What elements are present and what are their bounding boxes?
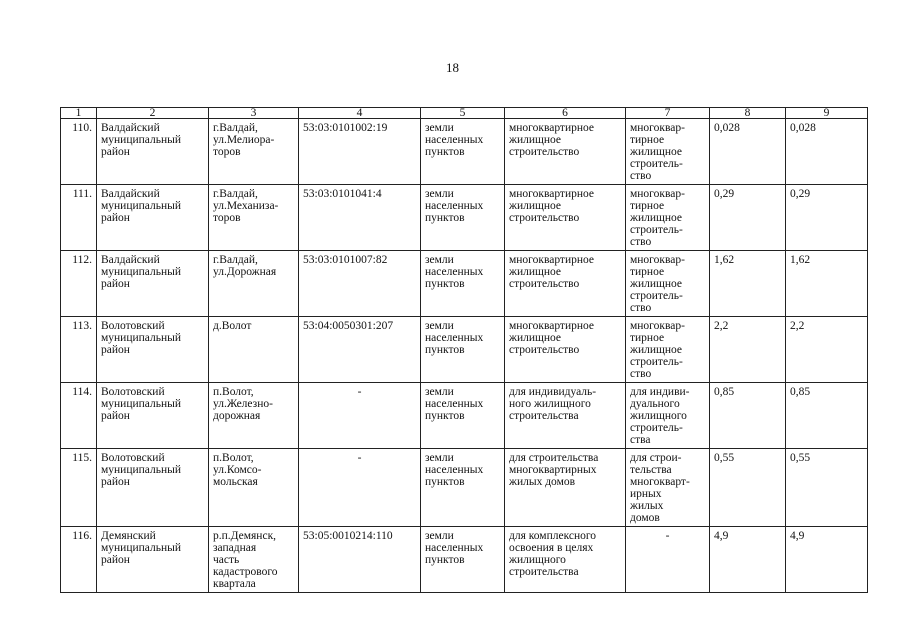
cadastral-cell: 53:03:0101007:82 bbox=[299, 251, 421, 317]
header-col-8: 8 bbox=[710, 108, 786, 119]
address-cell: г.Валдай, ул.Мелиора- торов bbox=[209, 119, 299, 185]
row-number: 115. bbox=[61, 449, 97, 527]
table-row bbox=[61, 317, 868, 383]
header-col-9: 9 bbox=[786, 108, 868, 119]
area2-cell: 1,62 bbox=[786, 251, 868, 317]
usage-cell: для индивидуаль- ного жилищного строительства bbox=[505, 383, 626, 449]
table-row bbox=[61, 527, 868, 593]
cadastral-cell: 53:04:0050301:207 bbox=[299, 317, 421, 383]
area1-cell: 1,62 bbox=[710, 251, 786, 317]
purpose-cell: многоквар- тирное жилищное строитель- ство bbox=[626, 251, 710, 317]
area2-cell: 0,028 bbox=[786, 119, 868, 185]
area2-cell: 4,9 bbox=[786, 527, 868, 593]
row-number: 112. bbox=[61, 251, 97, 317]
address-cell: п.Волот, ул.Комсо- мольская bbox=[209, 449, 299, 527]
district-cell: Волотовский муниципальный район bbox=[97, 317, 209, 383]
district-cell: Валдайский муниципальный район bbox=[97, 251, 209, 317]
header-col-6: 6 bbox=[505, 108, 626, 119]
row-number: 114. bbox=[61, 383, 97, 449]
purpose-cell: для индиви- дуального жилищного строитель- ства bbox=[626, 383, 710, 449]
category-cell: земли населенных пунктов bbox=[421, 185, 505, 251]
area1-cell: 0,85 bbox=[710, 383, 786, 449]
usage-cell: многоквартирное жилищное строительство bbox=[505, 119, 626, 185]
usage-cell: многоквартирное жилищное строительство bbox=[505, 317, 626, 383]
header-col-1: 1 bbox=[61, 108, 97, 119]
district-cell: Волотовский муниципальный район bbox=[97, 383, 209, 449]
area1-cell: 0,028 bbox=[710, 119, 786, 185]
header-row bbox=[61, 108, 868, 119]
header-col-2: 2 bbox=[97, 108, 209, 119]
purpose-cell: многоквар- тирное жилищное строитель- ство bbox=[626, 119, 710, 185]
area2-cell: 0,55 bbox=[786, 449, 868, 527]
area2-cell: 0,85 bbox=[786, 383, 868, 449]
cadastral-cell: 53:03:0101002:19 bbox=[299, 119, 421, 185]
usage-cell: многоквартирное жилищное строительство bbox=[505, 251, 626, 317]
address-cell: п.Волот, ул.Железно- дорожная bbox=[209, 383, 299, 449]
area2-cell: 2,2 bbox=[786, 317, 868, 383]
area1-cell: 0,55 bbox=[710, 449, 786, 527]
header-col-5: 5 bbox=[421, 108, 505, 119]
header-col-3: 3 bbox=[209, 108, 299, 119]
area1-cell: 4,9 bbox=[710, 527, 786, 593]
page-number: 18 bbox=[446, 60, 459, 75]
table-row bbox=[61, 251, 868, 317]
category-cell: земли населенных пунктов bbox=[421, 317, 505, 383]
row-number: 110. bbox=[61, 119, 97, 185]
cadastral-cell: - bbox=[299, 383, 421, 449]
district-cell: Валдайский муниципальный район bbox=[97, 185, 209, 251]
table-row bbox=[61, 383, 868, 449]
row-number: 116. bbox=[61, 527, 97, 593]
district-cell: Валдайский муниципальный район bbox=[97, 119, 209, 185]
header-col-4: 4 bbox=[299, 108, 421, 119]
area1-cell: 2,2 bbox=[710, 317, 786, 383]
district-cell: Волотовский муниципальный район bbox=[97, 449, 209, 527]
usage-cell: для комплексного освоения в целях жилищного строительства bbox=[505, 527, 626, 593]
address-cell: г.Валдай, ул.Дорожная bbox=[209, 251, 299, 317]
row-number: 113. bbox=[61, 317, 97, 383]
area1-cell: 0,29 bbox=[710, 185, 786, 251]
row-number: 111. bbox=[61, 185, 97, 251]
purpose-cell: многоквар- тирное жилищное строитель- ство bbox=[626, 185, 710, 251]
cadastral-cell: - bbox=[299, 449, 421, 527]
category-cell: земли населенных пунктов bbox=[421, 449, 505, 527]
address-cell: д.Волот bbox=[209, 317, 299, 383]
category-cell: земли населенных пунктов bbox=[421, 527, 505, 593]
category-cell: земли населенных пунктов bbox=[421, 119, 505, 185]
address-cell: г.Валдай, ул.Механиза- торов bbox=[209, 185, 299, 251]
purpose-cell: для строи- тельства многокварт- ирных жилых домов bbox=[626, 449, 710, 527]
header-col-7: 7 bbox=[626, 108, 710, 119]
usage-cell: многоквартирное жилищное строительство bbox=[505, 185, 626, 251]
purpose-cell: многоквар- тирное жилищное строитель- ство bbox=[626, 317, 710, 383]
cadastral-cell: 53:03:0101041:4 bbox=[299, 185, 421, 251]
cadastral-cell: 53:05:0010214:110 bbox=[299, 527, 421, 593]
land-plots-table bbox=[60, 107, 868, 593]
category-cell: земли населенных пунктов bbox=[421, 251, 505, 317]
category-cell: земли населенных пунктов bbox=[421, 383, 505, 449]
district-cell: Демянский муниципальный район bbox=[97, 527, 209, 593]
address-cell: р.п.Демянск, западная часть кадастрового квартала bbox=[209, 527, 299, 593]
area2-cell: 0,29 bbox=[786, 185, 868, 251]
usage-cell: для строительства многоквартирных жилых домов bbox=[505, 449, 626, 527]
table-row bbox=[61, 185, 868, 251]
purpose-cell: - bbox=[626, 527, 710, 593]
table-row bbox=[61, 119, 868, 185]
table-row bbox=[61, 449, 868, 527]
